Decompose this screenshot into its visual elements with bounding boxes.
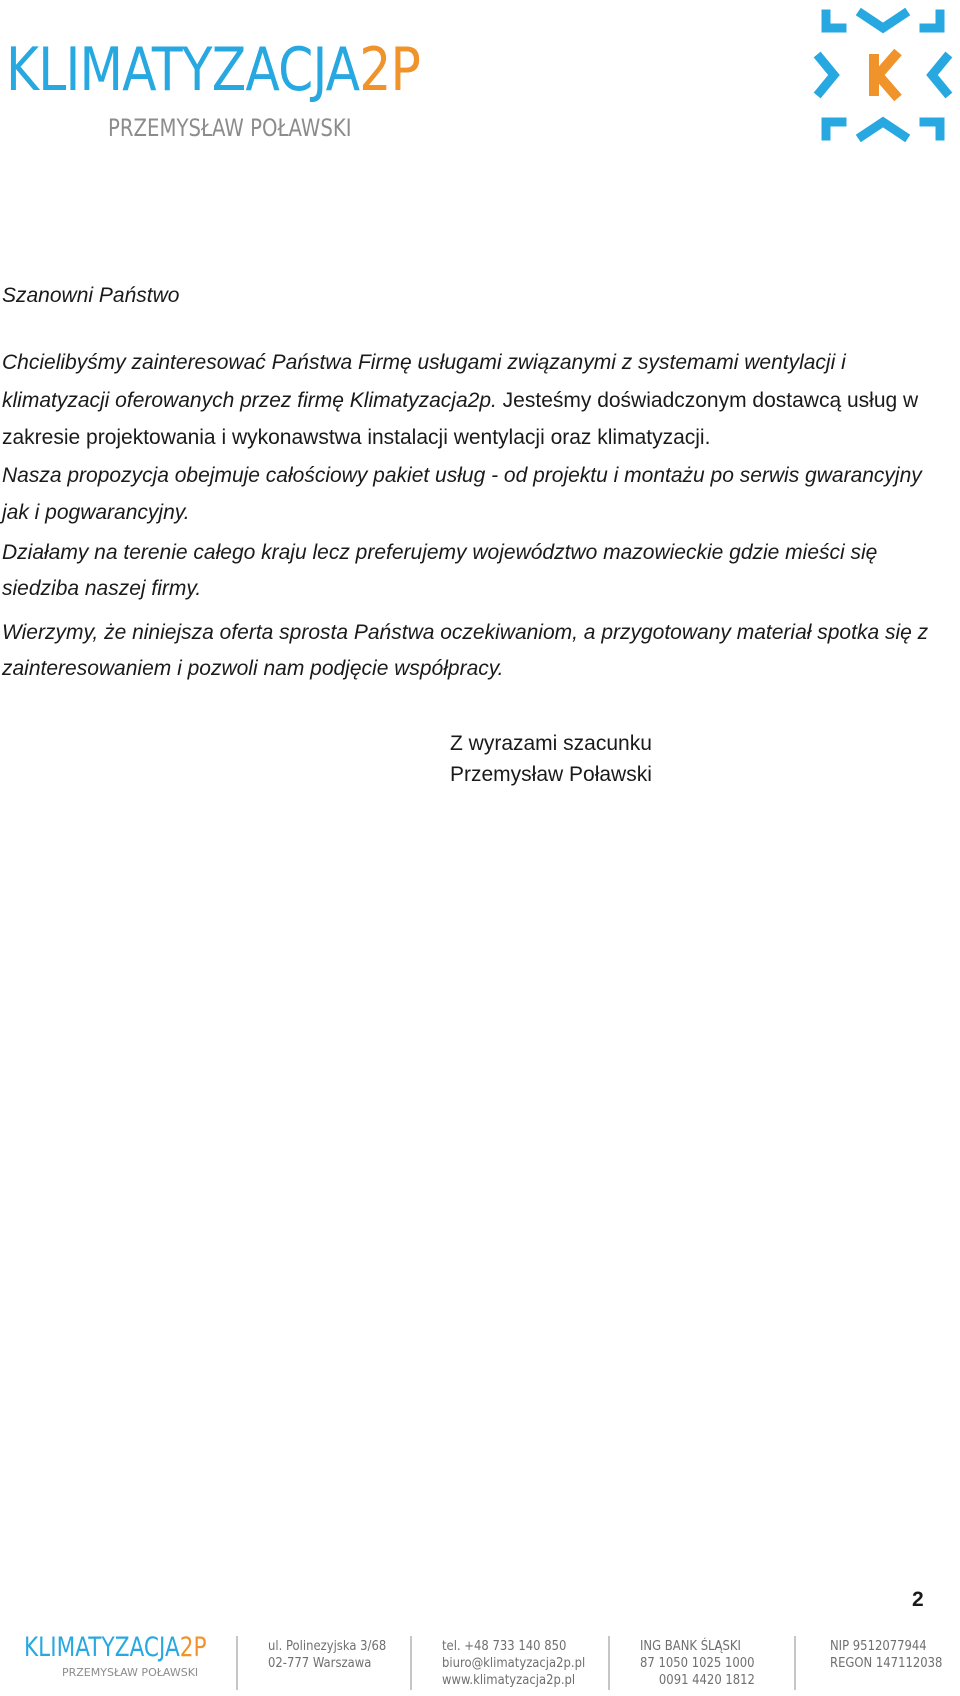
footer-divider — [236, 1636, 238, 1690]
nip-number: NIP 9512077944 — [830, 1638, 927, 1654]
paragraph-intro-part2: Jesteśmy doświadczonym dostawcą usług w zakresie projektowania i wykonawstwa instalacji wentylacji oraz klimatyzacji. — [2, 388, 919, 449]
footer — [0, 1620, 960, 1696]
address-street: ul. Polinezyjska 3/68 — [268, 1638, 387, 1654]
footer-divider — [410, 1636, 412, 1690]
signature-block — [450, 728, 652, 790]
footer-bank — [640, 1638, 755, 1689]
footer-address — [268, 1638, 386, 1672]
bank-account-part2: 0091 4420 1812 — [658, 1672, 755, 1688]
footer-logo — [24, 1634, 207, 1661]
signatory-name: Przemysław Poławski — [450, 763, 652, 786]
footer-divider — [608, 1636, 610, 1690]
contact-email[interactable]: biuro@klimatyzacja2p.pl — [442, 1655, 586, 1671]
contact-website[interactable]: www.klimatyzacja2p.pl — [442, 1672, 576, 1688]
bank-account-part1: 87 1050 1025 1000 — [640, 1655, 755, 1671]
paragraph-intro-part3: Nasza propozycja obejmuje całościowy pakiet usług - od projektu i montażu po serwis gwarancyjny jak i pogwarancyjny. — [2, 463, 922, 524]
footer-logo-orange: 2P — [179, 1632, 207, 1663]
company-logo — [6, 35, 421, 105]
closing-phrase: Z wyrazami szacunku — [450, 732, 652, 755]
logo-brand-blue: KLIMATYZACJA — [6, 35, 360, 105]
regon-number: REGON 147112038 — [830, 1655, 943, 1671]
k-emblem-icon — [812, 4, 954, 146]
paragraph-intro-part1: Chcielibyśmy zainteresować Państwa Firmę usługami związanymi z systemami wentylacji i klimatyzacji oferowanych przez firmę Klimatyzacja2p. — [2, 351, 846, 412]
paragraph-intro — [2, 344, 942, 532]
footer-logo-blue: KLIMATYZACJA — [24, 1632, 180, 1663]
greeting: Szanowni Państwo — [2, 284, 180, 307]
bank-name: ING BANK ŚLĄSKI — [640, 1638, 741, 1654]
footer-logo-subtitle: PRZEMYSŁAW POŁAWSKI — [62, 1666, 199, 1679]
paragraph-closing: Wierzymy, że niniejsza oferta sprosta Państwa oczekiwaniom, a przygotowany materiał spotka się z zainteresowaniem i pozwoli nam podjęcie współpracy. — [2, 621, 929, 680]
logo-brand-orange: 2P — [359, 35, 421, 105]
footer-contact — [442, 1638, 585, 1689]
address-city: 02-777 Warszawa — [268, 1655, 372, 1671]
footer-registration — [830, 1638, 942, 1672]
contact-phone: tel. +48 733 140 850 — [442, 1638, 567, 1654]
footer-divider — [794, 1636, 796, 1690]
paragraph-region: Działamy na terenie całego kraju lecz preferujemy województwo mazowieckie gdzie mieści się siedziba naszej firmy. — [2, 541, 878, 600]
logo-subtitle: PRZEMYSŁAW POŁAWSKI — [108, 114, 352, 142]
page-number: 2 — [912, 1588, 924, 1611]
